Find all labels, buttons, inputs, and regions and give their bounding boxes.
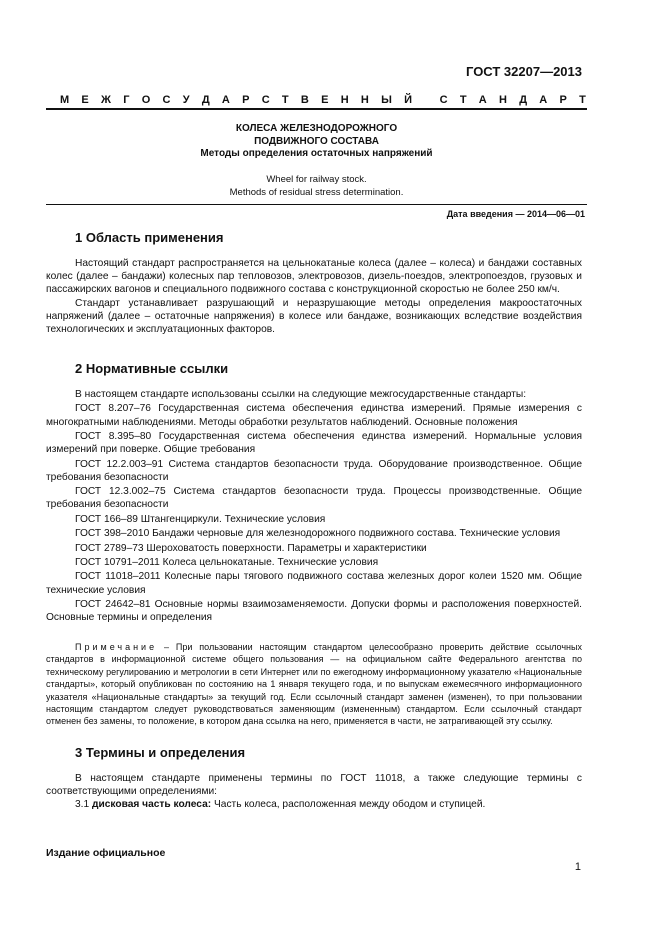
- section-1-body: [46, 257, 582, 336]
- banner-letter: Д: [519, 94, 528, 106]
- definition: Часть колеса, расположенная между ободом и ступицей.: [214, 799, 486, 811]
- banner-letter: Е: [321, 94, 329, 106]
- reference-item: ГОСТ 10791–2011 Колеса цельнокатаные. Технические условия: [75, 556, 379, 568]
- section-2-heading: 2 Нормативные ссылки: [75, 361, 229, 376]
- banner-letter: Е: [81, 94, 89, 106]
- title-rule: [46, 204, 587, 205]
- banner-letter: У: [182, 94, 190, 106]
- banner-letter: А: [539, 94, 548, 106]
- banner-letter: Т: [579, 94, 586, 106]
- title-en-line2: Methods of residual stress determination.: [229, 186, 404, 198]
- page-number: 1: [574, 861, 581, 873]
- interstate-standard-banner: [60, 94, 586, 106]
- reference-item: ГОСТ 12.2.003–91 Система стандартов безопасности труда. Оборудование производственное. Общие требования безопасности: [46, 458, 582, 483]
- banner-letter: Р: [559, 94, 567, 106]
- banner-letter: В: [300, 94, 309, 106]
- banner-letter: Н: [360, 94, 369, 106]
- paragraph: В настоящем стандарте применены термины по ГОСТ 11018, а также следующие термины с соответствующими определениями:: [46, 773, 582, 798]
- banner-letter: Д: [201, 94, 210, 106]
- banner-letter: С: [162, 94, 171, 106]
- title-ru-line1: КОЛЕСА ЖЕЛЕЗНОДОРОЖНОГО: [235, 123, 398, 134]
- banner-letter: Ж: [101, 94, 111, 106]
- banner-letter: Ы: [381, 94, 392, 106]
- reference-item: ГОСТ 2789–73 Шероховатость поверхности. Параметры и характеристики: [75, 542, 427, 554]
- note-text: – При пользовании настоящим стандартом целесообразно проверить действие ссылочных стандартов в информационной системе общего пользования — на официальном сайте Федерального агентства по техническому регулированию и метрологии в сети Интернет или по ежегодному информационному указателю «Национальные стандарты», который опубликован по состоянию на 1 января текущего года, и по выпускам ежемесячного информационного указателя «Национальные стандарты» за текущий год. Если ссылочный стандарт заменен (изменен), то при пользовании настоящим стандартом следует руководствоваться заменяющим (измененным) стандартом. Если ссылочный стандарт отменен без замены, то положение, в котором дана ссылка на него, применяется в части, не затрагивающей эту ссылку.: [46, 642, 582, 727]
- banner-letter: Н: [340, 94, 349, 106]
- reference-item: ГОСТ 8.207–76 Государственная система обеспечения единства измерений. Прямые измерения с многократными наблюдениями. Методы обработки результатов наблюдений. Основные положения: [46, 403, 582, 428]
- header-rule: [46, 108, 587, 110]
- reference-item: ГОСТ 8.395–80 Государственная система обеспечения единства измерений. Нормальные условия измерений при поверке. Общие требования: [46, 430, 582, 456]
- banner-letter: С: [261, 94, 270, 106]
- paragraph: Настоящий стандарт распространяется на цельнокатаные колеса (далее – колеса) и бандажи составных колес (далее – бандажи) колесных пар тепловозов, электровозов, дизель-поездов, электропоездов, грузовых и пассажирских вагонов и специального подвижного состава с конструкционной скоростью не более 250 км/ч.: [46, 258, 582, 296]
- term-number: 3.1: [75, 799, 90, 811]
- title-ru-line2: ПОДВИЖНОГО СОСТАВА: [254, 135, 379, 147]
- official-edition: Издание официальное: [46, 847, 166, 859]
- reference-item: ГОСТ 24642–81 Основные нормы взаимозаменяемости. Допуски формы и расположения поверхностей. Основные термины и определения: [46, 598, 582, 624]
- note-paragraph: [46, 641, 582, 728]
- reference-item: ГОСТ 12.3.002–75 Система стандартов безопасности труда. Процессы производственные. Общие требования безопасности: [46, 486, 582, 511]
- banner-letter: Г: [123, 94, 130, 106]
- banner-letter: Т: [281, 94, 289, 106]
- banner-letter: Р: [242, 94, 250, 106]
- section-3-heading: 3 Термины и определения: [75, 745, 246, 760]
- term-definition: [46, 798, 582, 811]
- banner-letter: А: [478, 94, 487, 106]
- title-ru-line3: Методы определения остаточных напряжений: [200, 148, 433, 159]
- paragraph: В настоящем стандарте использованы ссылки на следующие межгосударственные стандарты:: [75, 389, 527, 400]
- banner-letter: А: [221, 94, 230, 106]
- section-3-body: [46, 772, 582, 812]
- reference-item: ГОСТ 11018–2011 Колесные пары тягового подвижного состава железных дорог колеи 1520 мм. Общие технические условия: [46, 571, 582, 596]
- banner-letter: Н: [499, 94, 507, 106]
- normative-references-list: [46, 388, 582, 626]
- banner-gap: [424, 94, 427, 106]
- standard-code: ГОСТ 32207—2013: [466, 64, 582, 79]
- term: дисковая часть колеса:: [92, 799, 212, 811]
- title-en-line1: Wheel for railway stock.: [266, 173, 367, 185]
- reference-item: ГОСТ 166–89 Штангенциркули. Технические условия: [75, 513, 326, 525]
- note-block: [46, 641, 582, 728]
- banner-letter: Т: [459, 94, 467, 106]
- section-1-heading: 1 Область применения: [75, 230, 224, 245]
- banner-letter: О: [141, 94, 151, 106]
- banner-letter: Й: [404, 94, 413, 106]
- paragraph: Стандарт устанавливает разрушающий и неразрушающие методы определения макроостаточных напряжений (далее – остаточные напряжения) в колесе или бандаже, возникающих вследствие воздействия технологических и эксплуатационных факторов.: [46, 297, 582, 336]
- note-label: Примечание: [75, 642, 158, 652]
- title-block: [46, 123, 587, 199]
- banner-letter: С: [439, 94, 448, 106]
- banner-letter: М: [60, 94, 70, 106]
- reference-item: ГОСТ 398–2010 Бандажи черновые для железнодорожного подвижного состава. Технические условия: [75, 528, 561, 540]
- introduction-date: Дата введения — 2014—06—01: [446, 209, 585, 219]
